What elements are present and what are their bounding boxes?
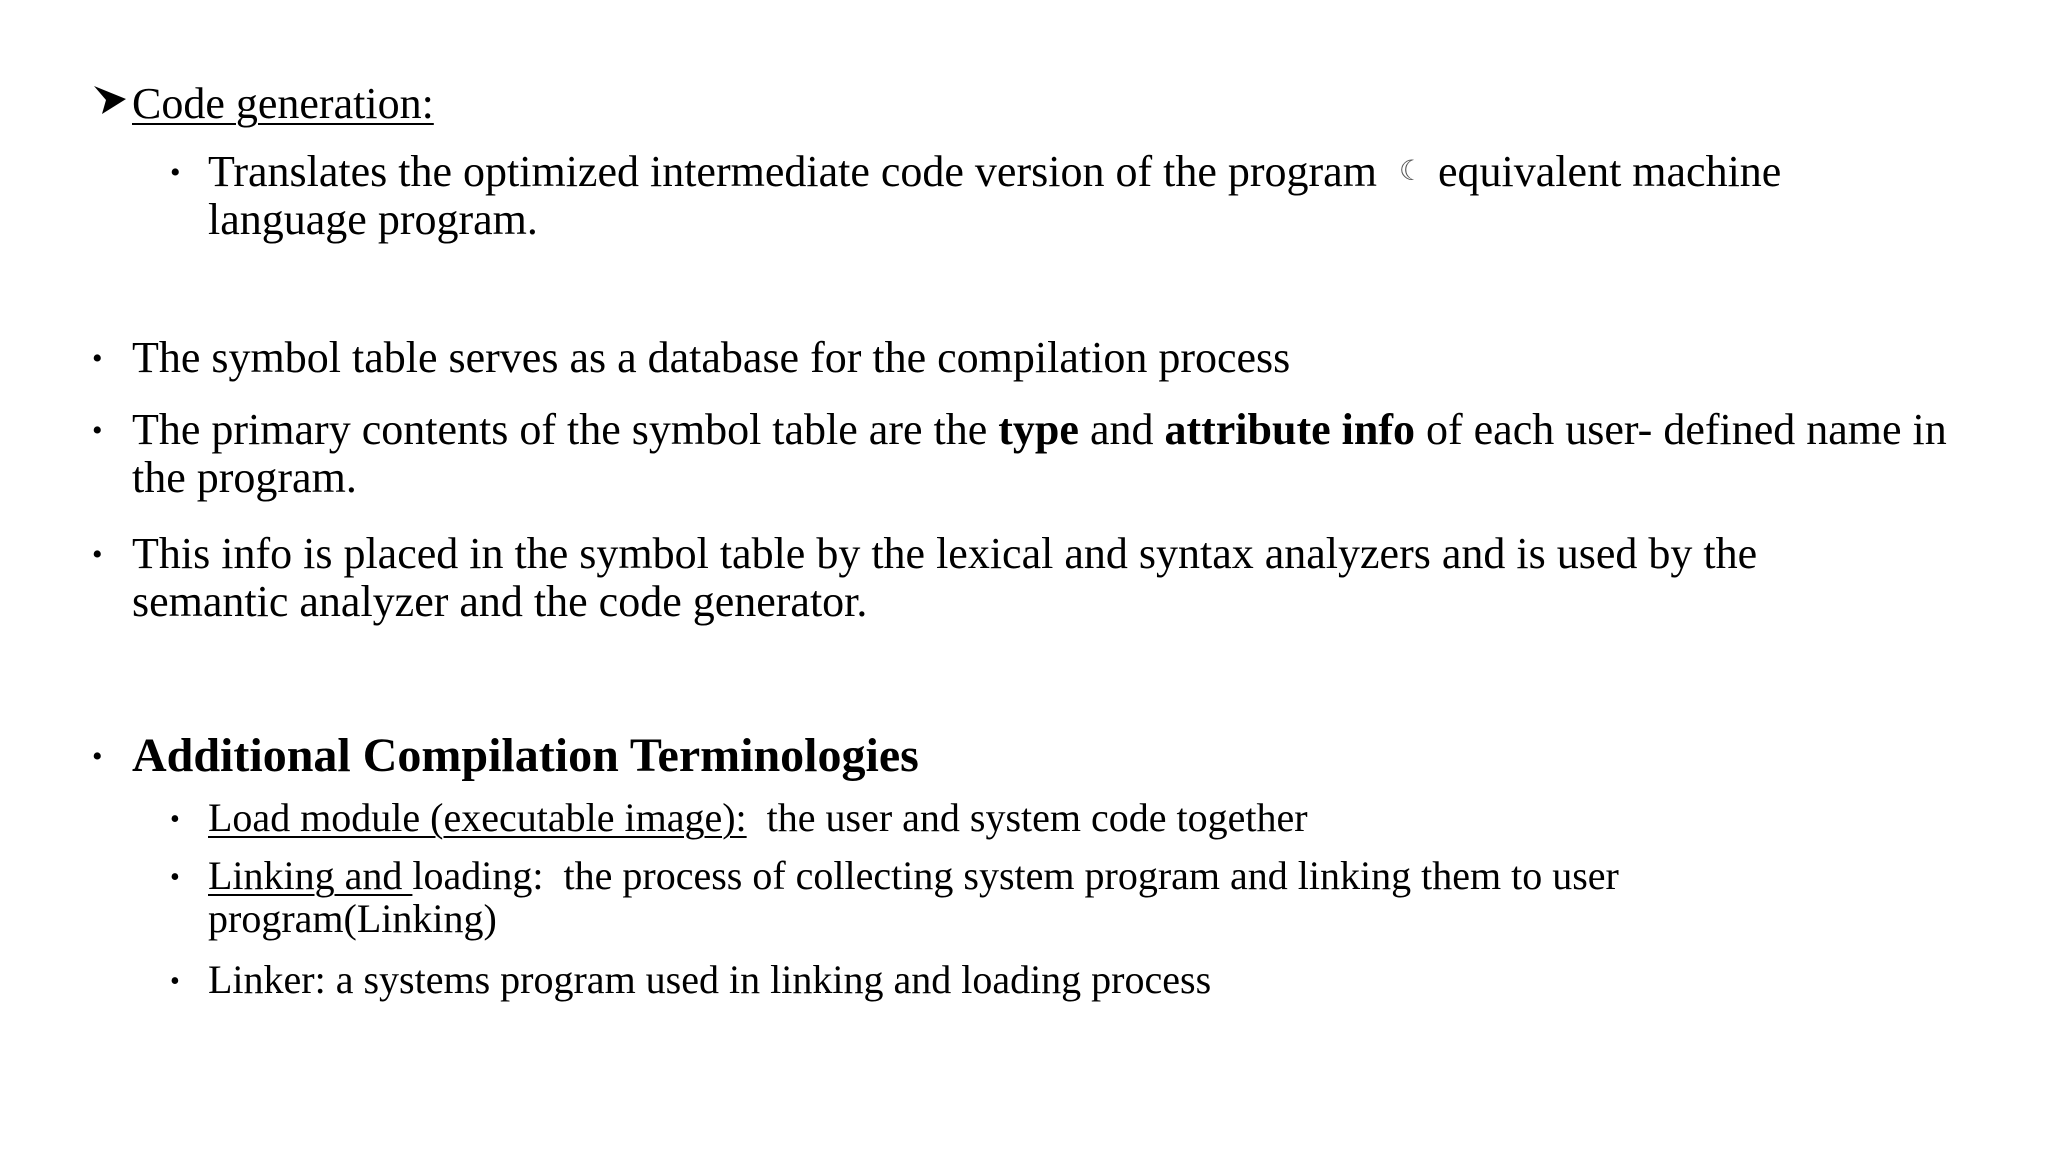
list-item bbox=[132, 334, 1972, 382]
item-text: Linker: a systems program used in linking and loading process bbox=[208, 957, 1212, 1002]
list-item bbox=[208, 854, 1788, 940]
term-text: Load module (executable image): bbox=[208, 795, 747, 840]
bullet-icon: • bbox=[170, 156, 181, 189]
bullet-icon: • bbox=[170, 862, 180, 893]
list-item bbox=[208, 796, 1988, 839]
subsection-title-text: Additional Compilation Terminologies bbox=[132, 729, 919, 782]
bullet-icon: • bbox=[92, 414, 103, 447]
bullet-icon: • bbox=[170, 804, 180, 835]
item-text: The primary contents of the symbol table are the bbox=[132, 405, 999, 454]
list-item bbox=[132, 406, 1952, 501]
moon-glyph-icon: ☾ bbox=[1398, 156, 1425, 187]
item-text: the user and system code together bbox=[746, 795, 1308, 840]
item-text: loading: the process of collecting system program and linking them to user program(Linking) bbox=[208, 853, 1629, 942]
bold-term: type bbox=[998, 405, 1079, 454]
section-heading-text: Code generation: bbox=[132, 79, 434, 128]
item-text: Translates the optimized intermediate code version of the program bbox=[208, 147, 1377, 196]
item-text: This info is placed in the symbol table by the lexical and syntax analyzers and is used by the semantic analyzer and the code generator. bbox=[132, 529, 1758, 626]
item-text: of each user- defined name in the program. bbox=[132, 405, 1947, 502]
list-item bbox=[132, 530, 1912, 625]
bullet-icon: • bbox=[92, 342, 103, 375]
bullet-icon: • bbox=[170, 966, 180, 997]
bullet-icon: • bbox=[92, 538, 103, 571]
list-item bbox=[208, 148, 1938, 243]
bold-term: attribute info bbox=[1164, 405, 1415, 454]
subsection-title bbox=[132, 730, 1972, 782]
arrow-bullet-icon bbox=[92, 82, 128, 118]
term-text: Linking and bbox=[208, 853, 413, 898]
item-text: equivalent machine language program. bbox=[208, 147, 1782, 244]
list-item bbox=[208, 958, 1988, 1001]
bullet-icon: • bbox=[92, 740, 103, 773]
item-text: and bbox=[1078, 405, 1165, 454]
section-heading bbox=[132, 80, 1972, 128]
item-text: The symbol table serves as a database for the compilation process bbox=[132, 333, 1291, 382]
